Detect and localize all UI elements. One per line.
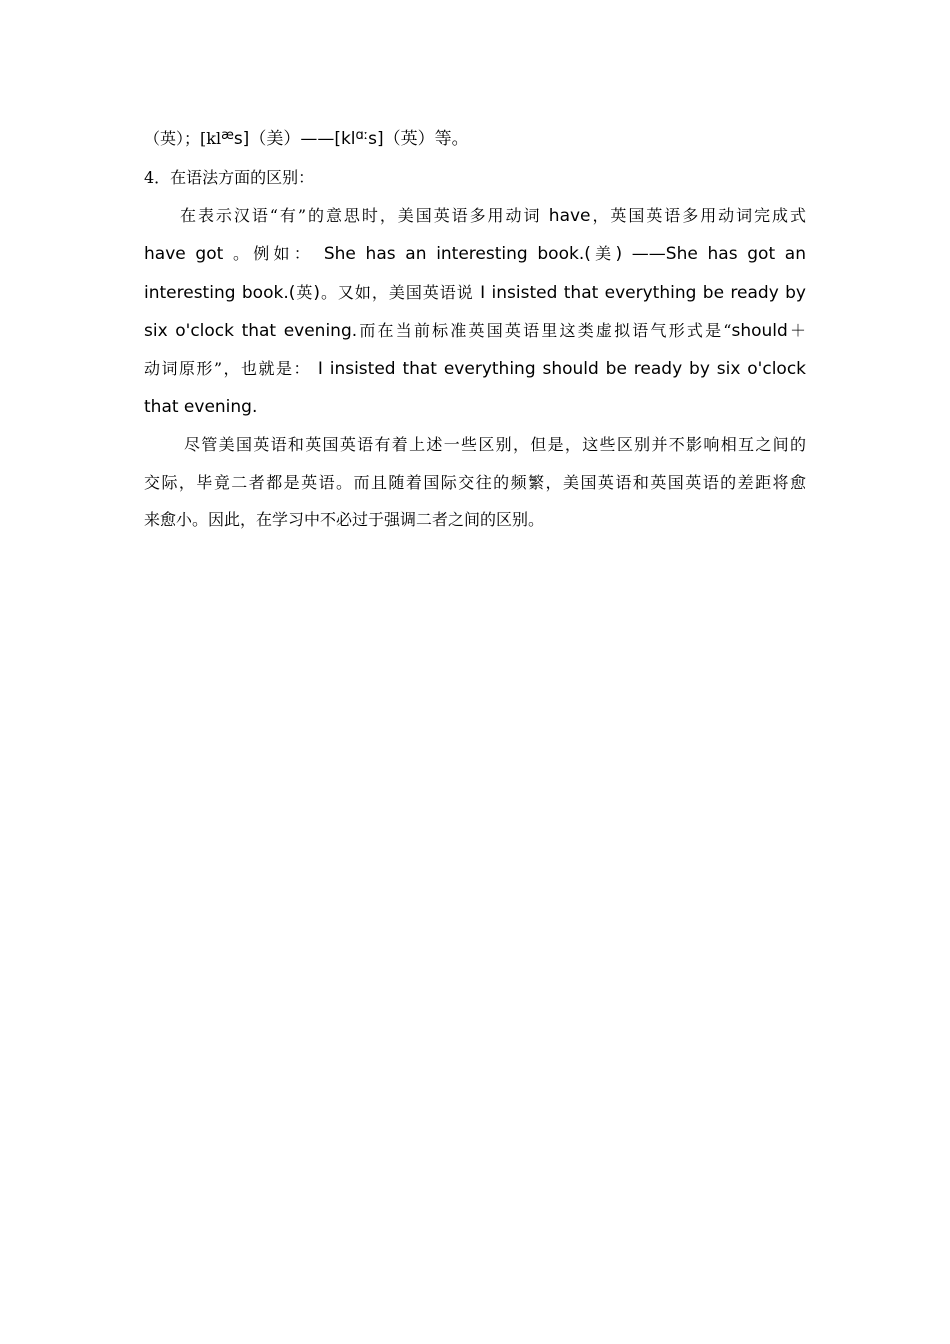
paragraph-line xyxy=(144,235,806,273)
text-segment: 在表示汉语“有”的意思时，美国英语多用动词 xyxy=(180,205,542,225)
paragraph-line: 尽管美国英语和英国英语有着上述一些区别，但是，这些区别并不影响相互之间的 xyxy=(184,435,806,455)
document-body xyxy=(144,120,806,538)
text-segment: six o'clock that evening. xyxy=(144,321,358,342)
text-segment: 英 xyxy=(295,282,314,302)
paragraph-line xyxy=(144,197,806,235)
section-heading-grammar: 4．在语法方面的区别： xyxy=(144,168,315,188)
phonetic-symbol: æ xyxy=(221,128,234,143)
text-segment: 而在当前标准英国英语里这类虚拟语气形式是“ xyxy=(357,321,732,341)
text-segment: ＋ xyxy=(787,321,806,341)
text-segment: should xyxy=(731,321,788,342)
text-segment: 动词原形”，也就是： xyxy=(144,359,311,379)
paragraph-line: 交际，毕竟二者都是英语。而且随着国际交往的频繁，美国英语和英国英语的差距将愈 xyxy=(144,472,806,492)
text-segment: 。例如： xyxy=(232,244,315,264)
paragraph-line: 来愈小。因此，在学习中不必过于强调二者之间的区别。 xyxy=(144,510,545,530)
phonetic-symbol: ɑː xyxy=(355,128,369,143)
phonetic-line xyxy=(144,120,806,159)
text-segment: that evening. xyxy=(144,396,258,417)
text-segment: ) ——She has got an xyxy=(615,244,806,265)
paragraph-line xyxy=(144,312,806,350)
text-segment: ，英国英语多用动词完成式 xyxy=(590,205,806,225)
text-segment: I insisted that everything be ready by xyxy=(480,282,806,303)
text-segment: have got xyxy=(144,244,224,265)
text-segment: （英）；[kl xyxy=(144,129,222,148)
paragraph-conclusion xyxy=(144,426,806,538)
text-segment: s]（英）等。 xyxy=(368,129,469,149)
text-segment: 。又如，美国英语说 xyxy=(319,282,474,302)
paragraph-line xyxy=(144,274,806,312)
text-segment: I insisted that everything should be ready by six o'clock xyxy=(317,359,807,380)
text-segment: interesting book.( xyxy=(144,282,296,303)
text-segment: have xyxy=(548,205,591,226)
paragraph-line xyxy=(144,389,806,426)
paragraph-line xyxy=(144,350,806,388)
text-segment: She has an interesting book.( xyxy=(323,244,591,265)
text-segment: 美 xyxy=(590,244,616,264)
text-segment: ) xyxy=(313,282,320,303)
text-segment: s]（美）——[kl xyxy=(233,129,356,149)
paragraph-have-got xyxy=(144,197,806,426)
